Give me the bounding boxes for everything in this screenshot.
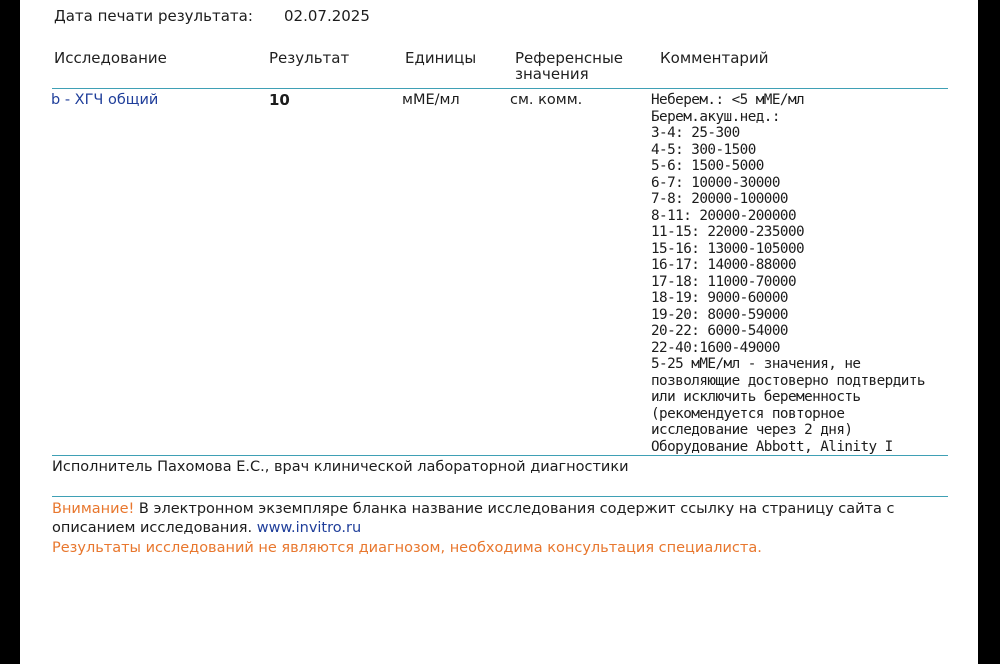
disclaimer-text: Результаты исследований не являются диагнозом, необходима консультация специалиста. — [52, 540, 762, 556]
notice-divider — [52, 496, 948, 497]
comment-line: 7-8: 20000-100000 — [651, 191, 788, 207]
row-divider — [52, 455, 948, 456]
header-divider — [52, 88, 948, 89]
comment-line: 5-25 мМЕ/мл - значения, не — [651, 356, 861, 372]
result-units: мМЕ/мл — [402, 92, 460, 108]
column-header-reference-line2: значения — [515, 65, 589, 83]
comment-line: Оборудование Abbott, Alinity I — [651, 438, 893, 455]
comment-line: (рекомендуется повторное — [651, 405, 845, 422]
notice-text: В электронном экземпляре бланка название исследования содержит ссылку на страницу сайта с описанием исследования. — [52, 501, 895, 536]
comment-block — [651, 92, 951, 455]
comment-line: 16-17: 14000-88000 — [651, 257, 797, 273]
print-date-value: 02.07.2025 — [284, 7, 370, 25]
comment-line: 3-4: 25-300 — [651, 125, 740, 141]
comment-line: 11-15: 22000-235000 — [651, 224, 805, 240]
invitro-link[interactable]: www.invitro.ru — [256, 520, 362, 536]
column-header-result: Результат — [269, 49, 350, 67]
comment-line: 22-40:1600-49000 — [651, 339, 780, 356]
comment-line: 20-22: 6000-54000 — [651, 323, 788, 339]
lab-report-page — [20, 0, 978, 664]
comment-line: 15-16: 13000-105000 — [651, 240, 805, 257]
result-value: 10 — [269, 91, 290, 109]
comment-line: Неберем.: <5 мМЕ/мл — [651, 92, 805, 108]
comment-line: 18-19: 9000-60000 — [651, 290, 788, 306]
comment-line: или исключить беременность — [651, 389, 861, 405]
reference-values: см. комм. — [510, 92, 583, 108]
column-header-units: Единицы — [405, 49, 477, 67]
test-name-link[interactable]: b - ХГЧ общий — [51, 92, 159, 108]
comment-line: 19-20: 8000-59000 — [651, 306, 788, 323]
comment-line: 17-18: 11000-70000 — [651, 273, 797, 290]
column-header-test: Исследование — [54, 49, 167, 67]
performer-line: Исполнитель Пахомова Е.С., врач клинической лабораторной диагностики — [52, 459, 629, 475]
comment-line: позволяющие достоверно подтвердить — [651, 372, 925, 389]
comment-line: Берем.акуш.нед.: — [651, 108, 780, 125]
comment-line: 8-11: 20000-200000 — [651, 207, 797, 224]
comment-line: 4-5: 300-1500 — [651, 141, 756, 158]
notice-paragraph — [52, 500, 952, 538]
column-header-reference — [515, 50, 623, 82]
notice-warning-word: Внимание! — [52, 501, 135, 517]
comment-line: 6-7: 10000-30000 — [651, 174, 780, 191]
comment-line: исследование через 2 дня) — [651, 422, 853, 438]
column-header-comment: Комментарий — [660, 49, 769, 67]
column-header-reference-line1: Референсные — [515, 49, 624, 67]
comment-line: 5-6: 1500-5000 — [651, 158, 764, 174]
print-date-label: Дата печати результата: — [54, 7, 253, 25]
